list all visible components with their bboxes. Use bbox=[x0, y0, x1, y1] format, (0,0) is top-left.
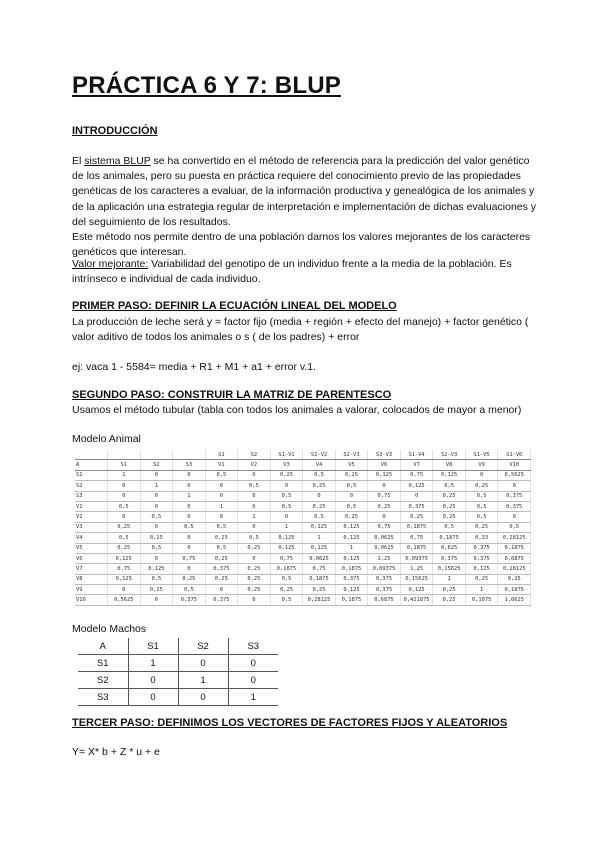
table-cell: 1 bbox=[238, 512, 271, 522]
modelo-animal-label: Modelo Animal bbox=[72, 433, 141, 445]
table-cell: V8 bbox=[75, 574, 108, 584]
table-cell: 0,75 bbox=[270, 553, 303, 563]
table-cell: 0,5 bbox=[498, 522, 531, 532]
table-cell: 0,125 bbox=[303, 522, 336, 532]
table-cell: 0,25 bbox=[108, 522, 141, 532]
table-cell: 0,125 bbox=[400, 585, 433, 595]
table-cell: 0,5 bbox=[140, 512, 173, 522]
table-cell bbox=[173, 450, 206, 460]
table-cell: 1 bbox=[178, 672, 228, 689]
sires-relationship-matrix bbox=[78, 638, 278, 706]
table-cell: S3-V3 bbox=[368, 450, 401, 460]
table-cell: 0,28125 bbox=[498, 533, 531, 543]
table-cell: 0,5625 bbox=[498, 470, 531, 480]
table-cell: S1 bbox=[205, 450, 238, 460]
table-cell: 0,5 bbox=[335, 481, 368, 491]
table-cell: S1-V2 bbox=[303, 450, 336, 460]
table-cell: 0,421875 bbox=[400, 595, 433, 605]
table-cell: S1-V5 bbox=[465, 450, 498, 460]
step1-text: La producción de leche será y = factor fijo (media + región + efecto del manejo) + factor genético ( valor aditivo de todos los animales o s ( de los padres) + error bbox=[72, 316, 529, 344]
table-cell: 0,375 bbox=[465, 553, 498, 563]
table-cell: 0,125 bbox=[270, 533, 303, 543]
table-cell: 0 bbox=[238, 470, 271, 480]
table-cell: 0,75 bbox=[368, 491, 401, 501]
table-cell: V6 bbox=[368, 460, 401, 470]
table-cell: S2 bbox=[78, 672, 128, 689]
table-cell: 0 bbox=[108, 585, 141, 595]
table-cell: 1 bbox=[173, 491, 206, 501]
table-cell: 0,0625 bbox=[303, 553, 336, 563]
table-cell: 0 bbox=[173, 564, 206, 574]
table-cell: 0,125 bbox=[108, 553, 141, 563]
table-cell: 0 bbox=[140, 553, 173, 563]
table-cell: 0,5 bbox=[465, 491, 498, 501]
table-cell: 0 bbox=[108, 512, 141, 522]
table-cell: 0,5625 bbox=[108, 595, 141, 605]
table-cell: V2 bbox=[75, 512, 108, 522]
table-cell: 0,5 bbox=[108, 501, 141, 511]
table-cell: V5 bbox=[75, 543, 108, 553]
table-cell: 0 bbox=[368, 481, 401, 491]
table-cell: 0,125 bbox=[400, 481, 433, 491]
table-cell: 0,25 bbox=[303, 585, 336, 595]
table-cell: 0 bbox=[205, 491, 238, 501]
table-header-row bbox=[78, 638, 278, 655]
valor-mejorante-term: Valor mejorante: bbox=[72, 258, 149, 270]
valor-mejorante-paragraph bbox=[72, 257, 542, 287]
table-row bbox=[75, 491, 531, 501]
table-cell: 0,25 bbox=[238, 574, 271, 584]
table-cell: 0 bbox=[140, 491, 173, 501]
table-row bbox=[75, 512, 531, 522]
table-cell: 0 bbox=[238, 522, 271, 532]
step1-heading: PRIMER PASO: DEFINIR LA ECUACIÓN LINEAL DEL MODELO bbox=[72, 300, 397, 312]
intro-text-start: El bbox=[72, 155, 85, 167]
table-cell: 1 bbox=[303, 533, 336, 543]
table-cell: 0,25 bbox=[498, 574, 531, 584]
table-cell: 0,09375 bbox=[368, 564, 401, 574]
table-cell: 0,375 bbox=[498, 501, 531, 511]
table-cell: 0 bbox=[238, 553, 271, 563]
table-cell: 0,1875 bbox=[400, 522, 433, 532]
table-cell: 0,1875 bbox=[270, 564, 303, 574]
table-cell: 0 bbox=[128, 689, 178, 706]
table-cell: 0,5 bbox=[140, 574, 173, 584]
table-cell: 0,125 bbox=[303, 543, 336, 553]
step2-text: Usamos el método tubular (tabla con todos los animales a valorar, colocados de mayor a menor) bbox=[72, 404, 522, 416]
intro-method-paragraph: Este método nos permite dentro de una población darnos los valores mejorantes de los caracteres genéticos que interesan. bbox=[72, 231, 531, 259]
table-cell: 1,25 bbox=[368, 553, 401, 563]
table-cell: S3 bbox=[173, 460, 206, 470]
table-cell: 0,15625 bbox=[400, 574, 433, 584]
table-cell: 0 bbox=[205, 512, 238, 522]
modelo-machos-label: Modelo Machos bbox=[72, 623, 147, 635]
table-row bbox=[75, 595, 531, 605]
table-cell: 0,125 bbox=[368, 470, 401, 480]
table-cell: 0 bbox=[128, 672, 178, 689]
table-cell: 0,25 bbox=[205, 533, 238, 543]
table-cell: 0,1875 bbox=[400, 543, 433, 553]
table-cell: V3 bbox=[270, 460, 303, 470]
table-cell: 0,5 bbox=[108, 533, 141, 543]
table-cell: 1 bbox=[205, 501, 238, 511]
table-cell: 0,375 bbox=[205, 564, 238, 574]
table-cell: S3 bbox=[78, 689, 128, 706]
blup-system-term: sistema BLUP bbox=[84, 155, 151, 167]
table-cell: 0 bbox=[400, 491, 433, 501]
table-cell: 0,5 bbox=[433, 522, 466, 532]
table-cell: 0,5 bbox=[465, 501, 498, 511]
table-cell: 0,75 bbox=[368, 522, 401, 532]
table-cell: 0,25 bbox=[140, 585, 173, 595]
table-cell: 1 bbox=[270, 522, 303, 532]
valor-mejorante-definition: Variabilidad del genotipo de un individuo frente a la media de la población. Es intrínseco e individual de cada individuo. bbox=[72, 258, 512, 286]
table-cell: 0,125 bbox=[270, 543, 303, 553]
table-cell: 0 bbox=[178, 689, 228, 706]
table-cell: 0 bbox=[228, 672, 278, 689]
table-row bbox=[75, 543, 531, 553]
table-cell: S1 bbox=[128, 638, 178, 655]
table-cell: 0,375 bbox=[335, 574, 368, 584]
table-cell: 0 bbox=[140, 522, 173, 532]
table-cell: S2 bbox=[178, 638, 228, 655]
table-cell: S1-V1 bbox=[270, 450, 303, 460]
table-cell: 0 bbox=[173, 512, 206, 522]
table-cell: 0,5 bbox=[205, 470, 238, 480]
animal-relationship-matrix bbox=[75, 450, 531, 606]
table-cell: 0,5 bbox=[238, 533, 271, 543]
table-cell: 0,375 bbox=[498, 491, 531, 501]
table-cell: 0,5 bbox=[270, 491, 303, 501]
table-cell: 0,5 bbox=[173, 585, 206, 595]
table-header-row bbox=[75, 460, 531, 470]
table-cell: V10 bbox=[498, 460, 531, 470]
table-cell: 0,375 bbox=[173, 595, 206, 605]
table-cell: 0,6875 bbox=[368, 595, 401, 605]
table-cell: 0,25 bbox=[335, 470, 368, 480]
table-cell: V8 bbox=[433, 460, 466, 470]
table-cell: 0,1875 bbox=[498, 585, 531, 595]
table-cell bbox=[108, 450, 141, 460]
step1-example: ej: vaca 1 - 5584= media + R1 + M1 + a1 + error v.1. bbox=[72, 361, 317, 373]
table-cell: 0 bbox=[173, 543, 206, 553]
table-cell: S3 bbox=[228, 638, 278, 655]
table-cell: 0,25 bbox=[205, 574, 238, 584]
table-cell: 0,5 bbox=[205, 543, 238, 553]
table-cell: S1-V6 bbox=[498, 450, 531, 460]
table-row bbox=[75, 470, 531, 480]
table-cell: 0 bbox=[335, 491, 368, 501]
table-cell bbox=[140, 450, 173, 460]
table-cell: 0,25 bbox=[205, 553, 238, 563]
table-cell: 0 bbox=[498, 481, 531, 491]
table-cell: 0,125 bbox=[108, 574, 141, 584]
table-cell: S1-V4 bbox=[400, 450, 433, 460]
table-cell: 0,25 bbox=[335, 512, 368, 522]
table-cell: 0,375 bbox=[368, 574, 401, 584]
page-title: PRÁCTICA 6 Y 7: BLUP bbox=[72, 72, 341, 99]
table-row bbox=[75, 481, 531, 491]
table-cell: 0 bbox=[140, 470, 173, 480]
table-cell: 0,375 bbox=[368, 585, 401, 595]
table-cell: 0,0625 bbox=[368, 533, 401, 543]
table-cell: 0,375 bbox=[205, 595, 238, 605]
table-cell: 0,125 bbox=[140, 564, 173, 574]
table-cell: 0 bbox=[465, 470, 498, 480]
table-cell: 0,25 bbox=[433, 595, 466, 605]
table-cell: 0 bbox=[270, 481, 303, 491]
table-cell: 0,28125 bbox=[498, 564, 531, 574]
table-cell: V9 bbox=[75, 585, 108, 595]
table-cell: 0,25 bbox=[303, 481, 336, 491]
step3-heading: TERCER PASO: DEFINIMOS LOS VECTORES DE FACTORES FIJOS Y ALEATORIOS bbox=[72, 717, 508, 729]
table-cell: 1 bbox=[465, 585, 498, 595]
table-cell: 0 bbox=[228, 655, 278, 672]
table-cell: V2 bbox=[238, 460, 271, 470]
table-cell: 0,25 bbox=[238, 564, 271, 574]
table-cell: 1 bbox=[335, 543, 368, 553]
table-cell: 0,25 bbox=[238, 543, 271, 553]
intro-text-rest: se ha convertido en el método de referencia para la predicción del valor genético de los animales, pero su puesta en práctica requiere del conocimiento previo de las propiedades genéticas de los caracteres a evaluar, de la información productiva y genealógica de los animales y de la aplicación una estrategia regular de interpretación e implementación de dichas evaluaciones y del seguimiento de los resultados. bbox=[72, 155, 537, 228]
table-cell: 1,25 bbox=[400, 564, 433, 574]
table-cell: 0,25 bbox=[270, 470, 303, 480]
table-cell: 0,25 bbox=[465, 522, 498, 532]
table-cell: V1 bbox=[205, 460, 238, 470]
table-cell: 0,5 bbox=[433, 481, 466, 491]
table-cell: V1 bbox=[75, 501, 108, 511]
table-cell: 0,125 bbox=[335, 533, 368, 543]
table-cell: 0,125 bbox=[433, 470, 466, 480]
table-row bbox=[75, 553, 531, 563]
table-cell: 0,5 bbox=[140, 543, 173, 553]
table-cell: S1 bbox=[108, 460, 141, 470]
table-cell: 0,25 bbox=[368, 501, 401, 511]
table-cell: 0 bbox=[108, 481, 141, 491]
table-cell: 0,375 bbox=[400, 501, 433, 511]
table-cell bbox=[75, 450, 108, 460]
table-cell: 1 bbox=[433, 574, 466, 584]
table-cell: 1,0625 bbox=[498, 595, 531, 605]
table-cell: 0,1875 bbox=[335, 564, 368, 574]
table-row bbox=[78, 689, 278, 706]
table-cell: V4 bbox=[75, 533, 108, 543]
table-cell: 0,1875 bbox=[303, 574, 336, 584]
table-cell: 0,625 bbox=[433, 543, 466, 553]
table-cell: 0,25 bbox=[238, 585, 271, 595]
table-cell: 0,75 bbox=[173, 553, 206, 563]
table-cell: 0 bbox=[238, 595, 271, 605]
table-cell: 0,5 bbox=[270, 574, 303, 584]
table-row bbox=[75, 574, 531, 584]
table-row bbox=[75, 585, 531, 595]
table-cell: 0 bbox=[173, 470, 206, 480]
step2-heading: SEGUNDO PASO: CONSTRUIR LA MATRIZ DE PARENTESCO bbox=[72, 389, 392, 401]
intro-paragraph bbox=[72, 154, 542, 230]
table-cell: 0 bbox=[173, 533, 206, 543]
table-cell: 0,1875 bbox=[433, 533, 466, 543]
table-cell: 0,5 bbox=[465, 512, 498, 522]
table-cell: 0,09375 bbox=[400, 553, 433, 563]
table-cell: 0,375 bbox=[465, 543, 498, 553]
table-cell: S3 bbox=[75, 491, 108, 501]
table-cell: 1 bbox=[128, 655, 178, 672]
table-cell: 0,125 bbox=[335, 585, 368, 595]
table-cell: 0,1875 bbox=[498, 543, 531, 553]
table-cell: S2 bbox=[238, 450, 271, 460]
table-cell: 0 bbox=[303, 491, 336, 501]
table-cell: 0,5 bbox=[303, 470, 336, 480]
table-cell: 0,5 bbox=[205, 522, 238, 532]
table-cell: 0,5 bbox=[173, 522, 206, 532]
table-cell: S2-V3 bbox=[335, 450, 368, 460]
table-cell: 0,75 bbox=[108, 564, 141, 574]
table-cell: 0,25 bbox=[400, 512, 433, 522]
table-cell: V4 bbox=[303, 460, 336, 470]
table-cell: 1 bbox=[140, 481, 173, 491]
table-cell: 0,5 bbox=[270, 595, 303, 605]
table-cell: 0,25 bbox=[465, 574, 498, 584]
table-cell: S2 bbox=[75, 481, 108, 491]
table-cell: 1 bbox=[108, 470, 141, 480]
table-cell: 0 bbox=[108, 491, 141, 501]
table-cell: 0,125 bbox=[335, 522, 368, 532]
table-cell: 0 bbox=[173, 481, 206, 491]
table-cell: 0 bbox=[140, 595, 173, 605]
table-cell: 0 bbox=[270, 512, 303, 522]
table-row bbox=[75, 522, 531, 532]
table-cell: 0 bbox=[140, 501, 173, 511]
table-cell: 0,0625 bbox=[368, 543, 401, 553]
table-cell: 0,375 bbox=[433, 553, 466, 563]
table-cell: 0,125 bbox=[335, 553, 368, 563]
table-cell: V9 bbox=[465, 460, 498, 470]
table-cell: 0,25 bbox=[433, 512, 466, 522]
table-cell: 0,25 bbox=[433, 585, 466, 595]
table-cell: 0,75 bbox=[400, 533, 433, 543]
table-row bbox=[75, 533, 531, 543]
table-cell: V7 bbox=[75, 564, 108, 574]
table-cell: 0,1875 bbox=[335, 595, 368, 605]
table-cell: 0,25 bbox=[303, 501, 336, 511]
table-cell: 0,5 bbox=[303, 512, 336, 522]
table-cell: 0 bbox=[173, 501, 206, 511]
table-parent-row bbox=[75, 450, 531, 460]
table-cell: 0,5 bbox=[270, 501, 303, 511]
table-cell: 0,25 bbox=[270, 585, 303, 595]
table-cell: V7 bbox=[400, 460, 433, 470]
table-cell: 0,1875 bbox=[465, 595, 498, 605]
table-cell: 0,5 bbox=[335, 501, 368, 511]
table-cell: 0,6875 bbox=[498, 553, 531, 563]
table-cell: 0,28125 bbox=[303, 595, 336, 605]
model-equation: Y= X* b + Z * u + e bbox=[72, 746, 160, 758]
table-cell: S2-V3 bbox=[433, 450, 466, 460]
table-cell: V10 bbox=[75, 595, 108, 605]
table-cell: A bbox=[78, 638, 128, 655]
table-cell: 0,25 bbox=[433, 491, 466, 501]
table-cell: S1 bbox=[78, 655, 128, 672]
table-cell: V6 bbox=[75, 553, 108, 563]
table-row bbox=[75, 564, 531, 574]
table-cell: V5 bbox=[335, 460, 368, 470]
table-cell: 0 bbox=[498, 512, 531, 522]
table-cell: 0,25 bbox=[465, 481, 498, 491]
table-cell: 0,25 bbox=[433, 501, 466, 511]
table-cell: S1 bbox=[75, 470, 108, 480]
table-cell: 1 bbox=[228, 689, 278, 706]
table-cell: 0,25 bbox=[173, 574, 206, 584]
table-cell: 0,75 bbox=[400, 470, 433, 480]
table-row bbox=[75, 501, 531, 511]
table-row bbox=[78, 655, 278, 672]
table-cell: 0,25 bbox=[140, 533, 173, 543]
table-cell: 0 bbox=[238, 501, 271, 511]
table-cell: 0 bbox=[178, 655, 228, 672]
table-cell: S2 bbox=[140, 460, 173, 470]
table-cell: 0,75 bbox=[303, 564, 336, 574]
table-cell: V3 bbox=[75, 522, 108, 532]
table-cell: 0 bbox=[205, 585, 238, 595]
table-cell: 0,125 bbox=[465, 564, 498, 574]
table-cell: 0,25 bbox=[108, 543, 141, 553]
table-cell: 0,5 bbox=[238, 481, 271, 491]
table-cell: 0,15625 bbox=[433, 564, 466, 574]
intro-heading: INTRODUCCIÓN bbox=[72, 125, 158, 137]
table-cell: A bbox=[75, 460, 108, 470]
table-cell: 0 bbox=[205, 481, 238, 491]
table-cell: 0 bbox=[368, 512, 401, 522]
table-cell: 0 bbox=[238, 491, 271, 501]
table-row bbox=[78, 672, 278, 689]
table-cell: 0,33 bbox=[465, 533, 498, 543]
